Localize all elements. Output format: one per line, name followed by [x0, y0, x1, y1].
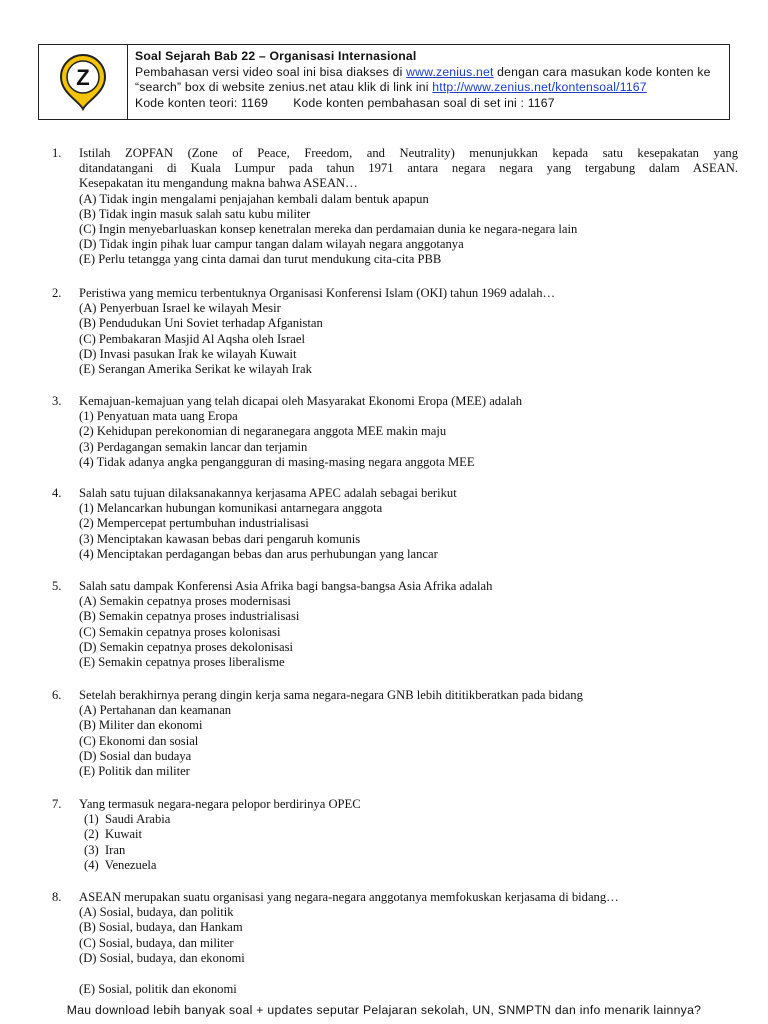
answer-option: (B) Semakin cepatnya proses industrialisasi [79, 609, 300, 624]
answer-option: (A) Penyerbuan Israel ke wilayah Mesir [79, 301, 281, 316]
line3-prefix: “search” box di website zenius.net atau klik di link ini [135, 80, 433, 94]
question-stem-line: Salah satu tujuan dilaksanakannya kerjasama APEC adalah sebagai berikut [79, 486, 457, 500]
question-stem-line: Setelah berakhirnya perang dingin kerja sama negara-negara GNB lebih dititikberatkan pada bidang [79, 688, 583, 702]
question-stem-line: Yang termasuk negara-negara pelopor berdirinya OPEC [79, 797, 361, 811]
answer-option: (E) Semakin cepatnya proses liberalisme [79, 655, 285, 670]
zenius-link[interactable]: www.zenius.net [406, 64, 494, 79]
answer-option: (2) Mempercepat pertumbuhan industrialisasi [79, 516, 309, 531]
answer-option: (D) Tidak ingin pihak luar campur tangan dalam wilayah negara anggotanya [79, 237, 464, 252]
answer-option: (E) Sosial, politik dan ekonomi [79, 982, 237, 997]
question-7 [52, 797, 738, 873]
question-stem-line: Kesepakatan itu mengandung makna bahwa ASEAN… [79, 176, 358, 191]
answer-option: (4) Venezuela [84, 857, 157, 872]
answer-option: (1) Melancarkan hubungan komunikasi antarnegara anggota [79, 501, 383, 516]
answer-option: (A) Sosial, budaya, dan politik [79, 905, 234, 920]
answer-option: (E) Perlu tetangga yang cinta damai dan turut mendukung cita-cita PBB [79, 252, 442, 267]
answer-option: (1) Saudi Arabia [84, 812, 171, 827]
answer-option: (E) Politik dan militer [79, 764, 190, 779]
question-6 [52, 688, 738, 779]
line2-suffix: dengan cara masukan kode konten ke [493, 64, 711, 79]
question-number: 8. [52, 890, 62, 904]
answer-option: (4) Tidak adanya angka pengangguran di masing-masing negara anggota MEE [79, 454, 475, 469]
document-title: Soal Sejarah Bab 22 – Organisasi Internasional [135, 49, 417, 63]
question-1 [52, 146, 738, 268]
answer-option: (D) Semakin cepatnya proses dekolonisasi [79, 639, 294, 654]
question-number: 7. [52, 797, 62, 811]
answer-option: (D) Invasi pasukan Irak ke wilayah Kuwait [79, 346, 297, 361]
answer-option: (B) Sosial, budaya, dan Hankam [79, 920, 243, 935]
answer-option: (2) Kuwait [84, 827, 143, 842]
answer-option: (D) Sosial dan budaya [79, 748, 192, 763]
question-number: 5. [52, 579, 62, 593]
answer-option: (B) Tidak ingin masuk salah satu kubu militer [79, 206, 311, 221]
question-number: 2. [52, 286, 62, 300]
header-line-3 [135, 80, 729, 96]
answer-option: (A) Semakin cepatnya proses modernisasi [79, 594, 291, 609]
answer-option: (C) Semakin cepatnya proses kolonisasi [79, 624, 281, 639]
question-number: 4. [52, 486, 62, 500]
question-2 [52, 286, 738, 377]
answer-option: (E) Serangan Amerika Serikat ke wilayah Irak [79, 362, 312, 377]
answer-option: (4) Menciptakan perdagangan bebas dan arus perhubungan yang lancar [79, 546, 438, 561]
answer-option: (1) Penyatuan mata uang Eropa [79, 409, 238, 424]
question-number: 6. [52, 688, 62, 702]
answer-option: (A) Pertahanan dan keamanan [79, 703, 232, 718]
answer-option: (3) Menciptakan kawasan bebas dari pengaruh komunis [79, 531, 361, 546]
question-stem-line: Istilah ZOPFAN (Zone of Peace, Freedom, and Neutrality) menunjukkan kepada satu kesepakatan yang [79, 146, 738, 160]
answer-option: (B) Militer dan ekonomi [79, 718, 203, 733]
answer-option: (C) Pembakaran Masjid Al Aqsha oleh Israel [79, 331, 305, 346]
header-line-2 [135, 65, 729, 81]
question-stem-line: Salah satu dampak Konferensi Asia Afrika bagi bangsa-bangsa Asia Afrika adalah [79, 579, 493, 593]
answer-option: (3) Iran [84, 842, 126, 857]
answer-option: (3) Perdagangan semakin lancar dan terjamin [79, 439, 308, 454]
document-header [38, 44, 730, 120]
kode-konten-line: Kode konten teori: 1169 Kode konten pembahasan soal di set ini : 1167 [135, 95, 555, 110]
question-4 [52, 486, 738, 562]
question-stem-line: Kemajuan-kemajuan yang telah dicapai oleh Masyarakat Ekonomi Eropa (MEE) adalah [79, 394, 523, 408]
header-info [128, 45, 729, 119]
question-stem-line: ASEAN merupakan suatu organisasi yang negara-negara anggotanya memfokuskan kerjasama di bidang… [79, 890, 619, 904]
answer-option: (2) Kehidupan perekonomian di negaranegara anggota MEE makin maju [79, 424, 447, 439]
answer-option: (D) Sosial, budaya, dan ekonomi [79, 950, 245, 965]
question-3 [52, 394, 738, 470]
answer-option: (C) Ingin menyebarluaskan konsep kenetralan mereka dan perdamaian dunia ke negara-negara lain [79, 222, 578, 237]
logo-letter: Z [76, 65, 90, 90]
question-8 [52, 890, 738, 997]
logo-cell [39, 45, 128, 119]
question-stem-line: ditandatangani di Kuala Lumpur pada tahun 1971 antara negara negara yang tergabung dalam ASEAN. [79, 161, 738, 176]
answer-option: (C) Sosial, budaya, dan militer [79, 935, 234, 950]
answer-option: (B) Pendudukan Uni Soviet terhadap Afganistan [79, 316, 323, 331]
question-5 [52, 579, 738, 670]
question-stem-line: Peristiwa yang memicu terbentuknya Organisasi Konferensi Islam (OKI) tahun 1969 adalah… [79, 286, 556, 300]
question-number: 1. [52, 146, 62, 160]
zenius-logo [55, 51, 111, 113]
answer-option: (C) Ekonomi dan sosial [79, 733, 199, 748]
footer-promo-text: Mau download lebih banyak soal + updates seputar Pelajaran sekolah, UN, SNMPTN dan info menarik lainnya? [66, 1003, 702, 1017]
kontensoal-link[interactable]: http://www.zenius.net/kontensoal/1167 [432, 80, 647, 94]
question-number: 3. [52, 394, 62, 408]
line2-prefix: Pembahasan versi video soal ini bisa diakses di [135, 64, 407, 79]
answer-option: (A) Tidak ingin mengalami penjajahan kembali dalam bentuk apapun [79, 191, 429, 206]
